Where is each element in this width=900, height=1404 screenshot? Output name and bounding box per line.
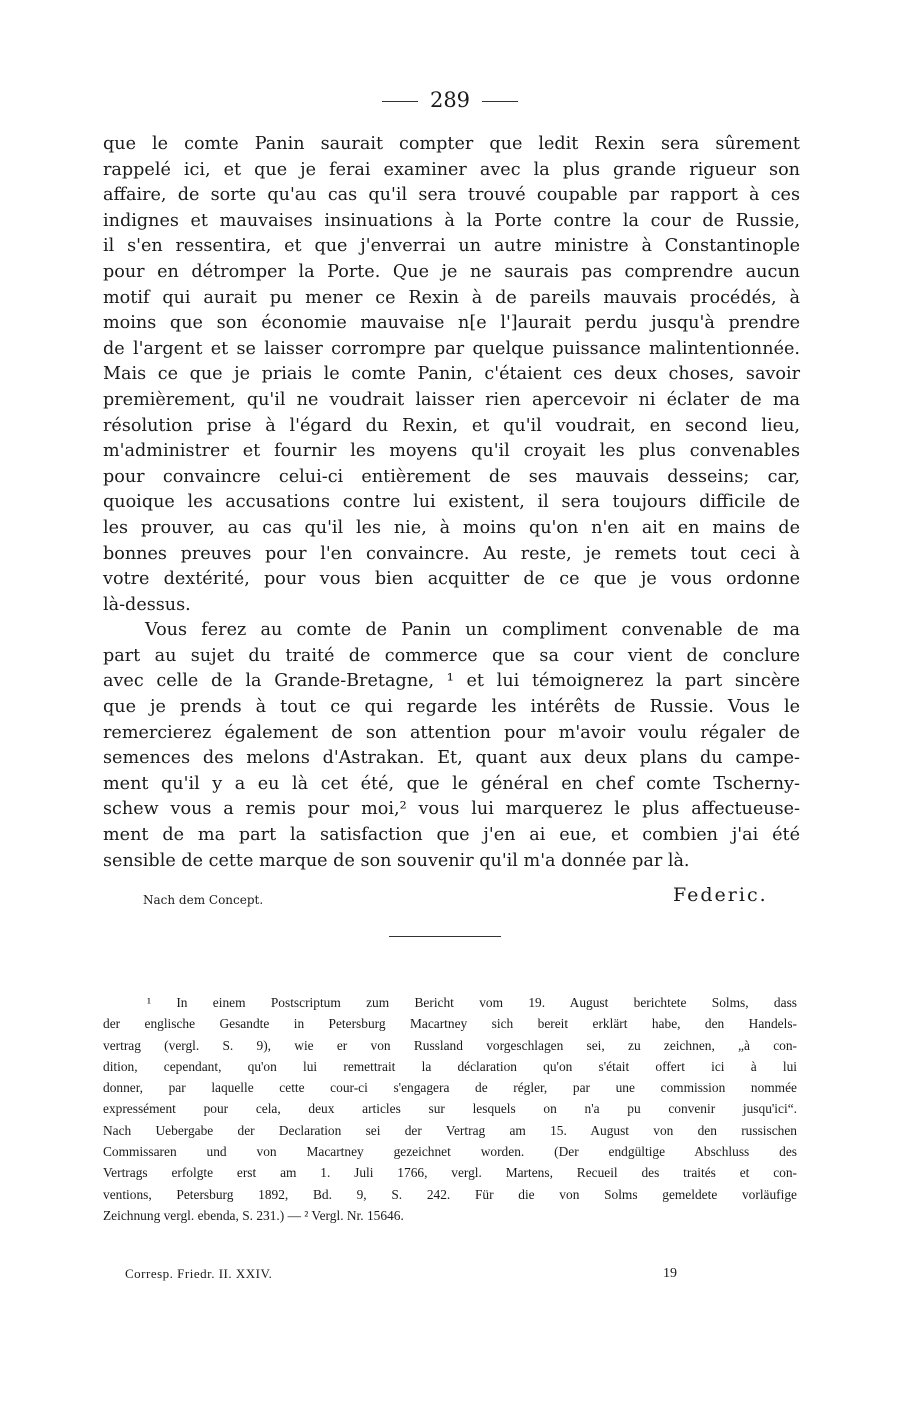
body-line: sensible de cette marque de son souvenir qu'il m'a donnée par là. [103, 850, 690, 871]
body-line: pour convaincre celui-ci entièrement de ses mauvais desseins; car, [103, 466, 800, 487]
body-line: pour en détromper la Porte. Que je ne saurais pas comprendre aucun [103, 261, 800, 282]
header-dash-left [382, 101, 418, 102]
footnote-line: der englische Gesandte in Petersburg Macartney sich bereit erklärt habe, den Handels- [103, 1016, 797, 1032]
body-line: quoique les accusations contre lui existent, il sera toujours difficile de [103, 492, 800, 513]
body-line: les prouver, au cas qu'il les nie, à moins qu'on n'en ait en mains de [103, 517, 800, 538]
signature-mark-right: 19 [663, 1266, 677, 1281]
body-line: que je prends à tout ce qui regarde les intérêts de Russie. Vous le [103, 697, 800, 718]
footnote-line: Commissaren und von Macartney gezeichnet worden. (Der endgültige Abschluss des [103, 1144, 797, 1160]
body-line: semences des melons d'Astrakan. Et, quant aux deux plans du campe- [103, 748, 800, 769]
footnote-line: donner, par laquelle cette cour-ci s'engagera de régler, par une commission nommée [103, 1080, 797, 1096]
body-line: Mais ce que je priais le comte Panin, c'étaient ces deux choses, savoir [103, 364, 800, 385]
body-line: là-dessus. [103, 594, 191, 615]
body-line: schew vous a remis pour moi,² vous lui marquerez le plus affectueuse- [103, 799, 800, 820]
body-line: ment qu'il y a eu là cet été, que le général en chef comte Tscherny- [103, 773, 800, 794]
body-line: ment de ma part la satisfaction que j'en ai eue, et combien j'ai été [103, 825, 800, 846]
footnote-line: vertrag (vergl. S. 9), wie er von Russland vorgeschlagen sei, zu zeichnen, „à con- [103, 1037, 797, 1053]
footnote-line: dition, cependant, qu'on lui remettrait la déclaration qu'on s'était offert ici à lui [103, 1058, 797, 1074]
signature-mark-left: Corresp. Friedr. II. XXIV. [125, 1266, 273, 1281]
signature: Federic. [673, 884, 768, 906]
body-line: résolution prise à l'égard du Rexin, et qu'il voudrait, en second lieu, [103, 415, 800, 436]
letter-body [103, 132, 800, 874]
footnote-line: Vertrags erfolgte erst am 1. Juli 1766, vergl. Martens, Recueil des traités et con- [103, 1165, 797, 1181]
body-line: part au sujet du traité de commerce que sa cour vient de conclure [103, 645, 800, 666]
body-line: remercierez également de son attention pour m'avoir voulu régaler de [103, 722, 800, 743]
body-line: de l'argent et se laisser corrompre par quelque puissance malintentionnée. [103, 338, 800, 359]
body-line: indignes et mauvaises insinuations à la Porte contre la cour de Russie, [103, 210, 800, 231]
page-number: 289 [429, 88, 471, 112]
header-dash-right [482, 101, 518, 102]
footnote-line: ventions, Petersburg 1892, Bd. 9, S. 242. Für die von Solms gemeldete vorläufige [103, 1186, 797, 1202]
footnote-line: ¹ In einem Postscriptum zum Bericht vom 19. August berichtete Solms, dass [147, 995, 797, 1010]
footnote-separator-rule [389, 936, 501, 937]
body-line: Vous ferez au comte de Panin un compliment convenable de ma [145, 620, 800, 641]
footnote-line: Nach Uebergabe der Declaration sei der Vertrag am 15. August von den russischen [103, 1122, 797, 1138]
body-line: avec celle de la Grande-Bretagne, ¹ et lui témoignerez la part sincère [103, 671, 800, 692]
footnote-line: expressément pour cela, deux articles sur lesquels on n'a pu convenir jusqu'ici“. [103, 1101, 797, 1117]
body-line: bonnes preuves pour l'en convaincre. Au reste, je remets tout ceci à [103, 543, 800, 564]
body-line: que le comte Panin saurait compter que ledit Rexin sera sûrement [103, 134, 800, 154]
body-line: il s'en ressentira, et que j'enverrai un autre ministre à Constantinople [103, 236, 800, 257]
source-note: Nach dem Concept. [143, 893, 264, 907]
footnotes [103, 992, 797, 1226]
body-line: affaire, de sorte qu'au cas qu'il sera trouvé coupable par rapport à ces [103, 185, 800, 206]
body-line: votre dextérité, pour vous bien acquitter de ce que je vous ordonne [103, 569, 800, 590]
footnote-line: Zeichnung vergl. ebenda, S. 231.) — ² Vergl. Nr. 15646. [103, 1207, 404, 1223]
body-line: motif qui aurait pu mener ce Rexin à de pareils mauvais procédés, à [103, 287, 800, 308]
page-number-header [0, 86, 900, 114]
body-line: rappelé ici, et que je ferai examiner avec la plus grande rigueur son [103, 159, 800, 180]
body-line: m'administrer et fournir les moyens qu'il croyait les plus convenables [103, 441, 800, 462]
body-line: moins que son économie mauvaise n[e l']aurait perdu jusqu'à prendre [103, 313, 800, 334]
body-line: premièrement, qu'il ne voudrait laisser rien apercevoir ni éclater de ma [103, 389, 800, 410]
